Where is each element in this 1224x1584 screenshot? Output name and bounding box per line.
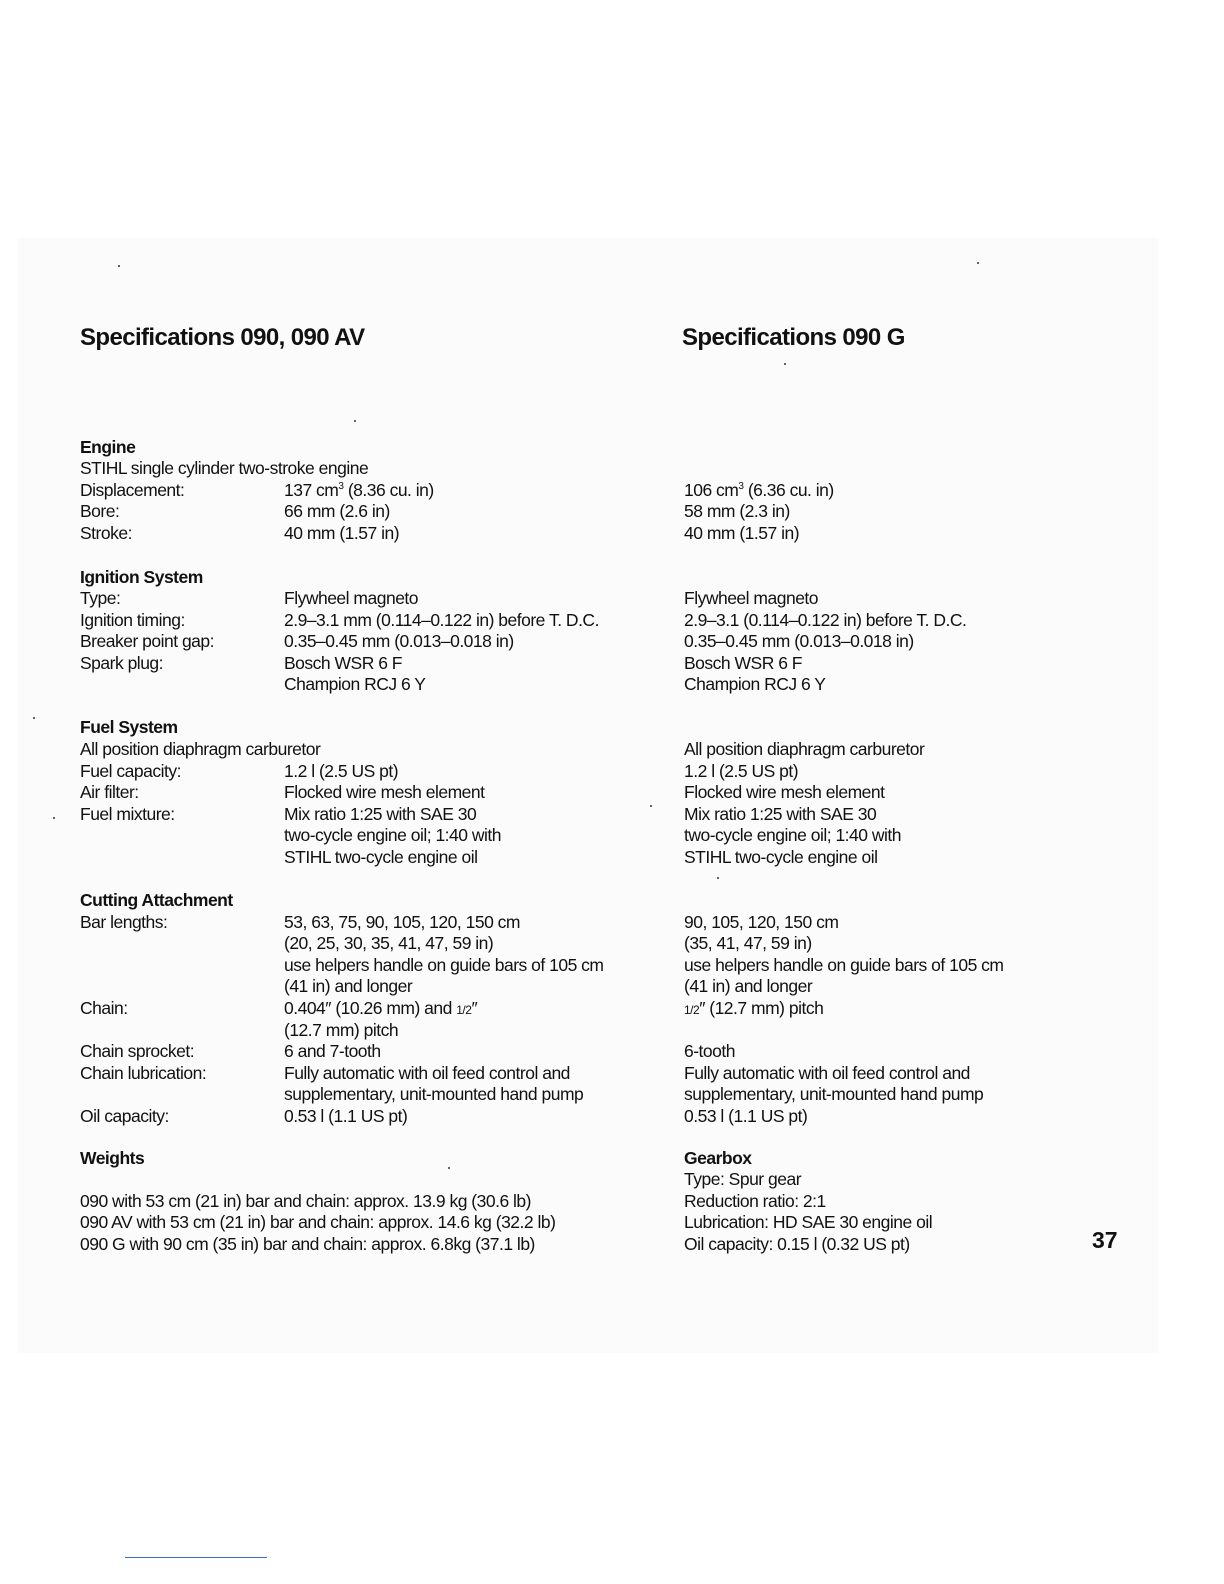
value-fuel-mixture-090-line3: STIHL two-cycle engine oil xyxy=(284,847,478,867)
value-breaker-gap-090: 0.35–0.45 mm (0.013–0.018 in) xyxy=(284,631,514,651)
value-bore-090: 66 mm (2.6 in) xyxy=(284,501,390,521)
scan-speck xyxy=(118,265,120,267)
label-fuel-capacity: Fuel capacity: xyxy=(80,761,181,781)
value-stroke-090: 40 mm (1.57 in) xyxy=(284,523,400,543)
scan-speck xyxy=(33,717,35,719)
value-breaker-gap-090g: 0.35–0.45 mm (0.013–0.018 in) xyxy=(684,631,914,651)
gearbox-lubrication: Lubrication: HD SAE 30 engine oil xyxy=(684,1212,933,1232)
cubed-superscript: 3 xyxy=(338,481,344,492)
scan-speck xyxy=(717,877,719,879)
value-fuel-mixture-090g-line2: two-cycle engine oil; 1:40 with xyxy=(684,825,901,845)
value-bore-090g: 58 mm (2.3 in) xyxy=(684,501,790,521)
scan-speck xyxy=(53,817,55,819)
half-inch-fraction: 1/2 xyxy=(684,1003,700,1017)
label-ignition-type: Type: xyxy=(80,588,121,608)
label-chain-sprocket: Chain sprocket: xyxy=(80,1041,195,1061)
scanned-page-area xyxy=(18,238,1158,1353)
label-oil-capacity: Oil capacity: xyxy=(80,1106,169,1126)
value-bar-lengths-090g-in: (35, 41, 47, 59 in) xyxy=(684,933,812,953)
label-breaker-gap: Breaker point gap: xyxy=(80,631,215,651)
section-heading-fuel: Fuel System xyxy=(80,717,178,737)
section-heading-weights: Weights xyxy=(80,1148,145,1168)
value-air-filter-090: Flocked wire mesh element xyxy=(284,782,485,802)
value-ignition-timing-090g: 2.9–3.1 (0.114–0.122 in) before T. D.C. xyxy=(684,610,967,630)
half-inch-fraction: 1/2 xyxy=(456,1003,472,1017)
value-ignition-timing-090: 2.9–3.1 mm (0.114–0.122 in) before T. D.C. xyxy=(284,610,599,630)
value-spark-plug-090g-champion: Champion RCJ 6 Y xyxy=(684,674,826,694)
value-fuel-mixture-090-line1: Mix ratio 1:25 with SAE 30 xyxy=(284,804,477,824)
value-oil-capacity-090g: 0.53 l (1.1 US pt) xyxy=(684,1106,808,1126)
value-air-filter-090g: Flocked wire mesh element xyxy=(684,782,885,802)
page-heading-090g: Specifications 090 G xyxy=(682,324,905,351)
value-spark-plug-090g-bosch: Bosch WSR 6 F xyxy=(684,653,802,673)
page-number: 37 xyxy=(1092,1227,1118,1253)
value-fuel-mixture-090-line2: two-cycle engine oil; 1:40 with xyxy=(284,825,501,845)
scan-speck xyxy=(448,1167,450,1169)
value-chain-lubrication-090g-line2: supplementary, unit-mounted hand pump xyxy=(684,1084,984,1104)
value-chain-090g xyxy=(684,998,823,1022)
value-displacement-090g xyxy=(684,480,834,502)
value-bar-lengths-090g-cm: 90, 105, 120, 150 cm xyxy=(684,912,839,932)
label-stroke: Stroke: xyxy=(80,523,132,543)
page-heading-090-090av: Specifications 090, 090 AV xyxy=(80,324,365,351)
chain-090-pitch-text: 0.404″ (10.26 mm) and xyxy=(284,998,457,1018)
value-spark-plug-090-bosch: Bosch WSR 6 F xyxy=(284,653,402,673)
value-chain-lubrication-090g-line1: Fully automatic with oil feed control and xyxy=(684,1063,970,1083)
value-ignition-type-090: Flywheel magneto xyxy=(284,588,419,608)
value-bar-longer-090: (41 in) and longer xyxy=(284,976,413,996)
value-bar-helpers-090: use helpers handle on guide bars of 105 cm xyxy=(284,955,604,975)
weight-090g: 090 G with 90 cm (35 in) bar and chain: approx. 6.8kg (37.1 lb) xyxy=(80,1234,535,1254)
weight-090: 090 with 53 cm (21 in) bar and chain: approx. 13.9 kg (30.6 lb) xyxy=(80,1191,531,1211)
value-bar-lengths-090-in: (20, 25, 30, 35, 41, 47, 59 in) xyxy=(284,933,494,953)
value-bar-longer-090g: (41 in) and longer xyxy=(684,976,813,996)
gearbox-type: Type: Spur gear xyxy=(684,1169,802,1189)
fuel-description-090: All position diaphragm carburetor xyxy=(80,739,321,759)
label-bore: Bore: xyxy=(80,501,120,521)
value-fuel-capacity-090g: 1.2 l (2.5 US pt) xyxy=(684,761,799,781)
value-fuel-mixture-090g-line3: STIHL two-cycle engine oil xyxy=(684,847,878,867)
cubed-superscript: 3 xyxy=(738,481,744,492)
value-ignition-type-090g: Flywheel magneto xyxy=(684,588,819,608)
weight-090av: 090 AV with 53 cm (21 in) bar and chain: approx. 14.6 kg (32.2 lb) xyxy=(80,1212,556,1232)
label-displacement: Displacement: xyxy=(80,480,185,500)
scan-speck xyxy=(650,805,652,807)
displacement-090-volume: 137 cm xyxy=(284,480,339,500)
label-air-filter: Air filter: xyxy=(80,782,139,802)
section-heading-engine: Engine xyxy=(80,437,136,457)
value-spark-plug-090-champion: Champion RCJ 6 Y xyxy=(284,674,426,694)
gearbox-ratio: Reduction ratio: 2:1 xyxy=(684,1191,826,1211)
label-fuel-mixture: Fuel mixture: xyxy=(80,804,175,824)
inch-mark: ″ xyxy=(471,998,478,1018)
value-stroke-090g: 40 mm (1.57 in) xyxy=(684,523,800,543)
bottom-rule-line xyxy=(125,1557,267,1558)
value-chain-sprocket-090: 6 and 7-tooth xyxy=(284,1041,381,1061)
scan-speck xyxy=(977,262,979,264)
section-heading-gearbox: Gearbox xyxy=(684,1148,752,1168)
value-fuel-mixture-090g-line1: Mix ratio 1:25 with SAE 30 xyxy=(684,804,877,824)
section-heading-cutting: Cutting Attachment xyxy=(80,890,233,910)
value-oil-capacity-090: 0.53 l (1.1 US pt) xyxy=(284,1106,408,1126)
label-chain-lubrication: Chain lubrication: xyxy=(80,1063,207,1083)
displacement-090g-cubic-inch: (6.36 cu. in) xyxy=(743,480,834,500)
label-bar-lengths: Bar lengths: xyxy=(80,912,168,932)
chain-090g-pitch-text: ″ (12.7 mm) pitch xyxy=(699,998,824,1018)
value-bar-helpers-090g: use helpers handle on guide bars of 105 cm xyxy=(684,955,1004,975)
displacement-090-cubic-inch: (8.36 cu. in) xyxy=(343,480,434,500)
value-chain-sprocket-090g: 6-tooth xyxy=(684,1041,735,1061)
label-ignition-timing: Ignition timing: xyxy=(80,610,185,630)
value-chain-090-line2: (12.7 mm) pitch xyxy=(284,1020,399,1040)
value-chain-lubrication-090-line2: supplementary, unit-mounted hand pump xyxy=(284,1084,584,1104)
value-chain-lubrication-090-line1: Fully automatic with oil feed control and xyxy=(284,1063,570,1083)
engine-description: STIHL single cylinder two-stroke engine xyxy=(80,458,369,478)
displacement-090g-volume: 106 cm xyxy=(684,480,739,500)
value-displacement-090 xyxy=(284,480,434,502)
value-bar-lengths-090-cm: 53, 63, 75, 90, 105, 120, 150 cm xyxy=(284,912,520,932)
value-chain-090-line1 xyxy=(284,998,477,1022)
fuel-description-090g: All position diaphragm carburetor xyxy=(684,739,925,759)
label-chain: Chain: xyxy=(80,998,128,1018)
value-fuel-capacity-090: 1.2 l (2.5 US pt) xyxy=(284,761,399,781)
scan-speck xyxy=(784,363,786,365)
gearbox-oil-capacity: Oil capacity: 0.15 l (0.32 US pt) xyxy=(684,1234,910,1254)
label-spark-plug: Spark plug: xyxy=(80,653,164,673)
section-heading-ignition: Ignition System xyxy=(80,567,203,587)
scan-speck xyxy=(354,420,356,422)
